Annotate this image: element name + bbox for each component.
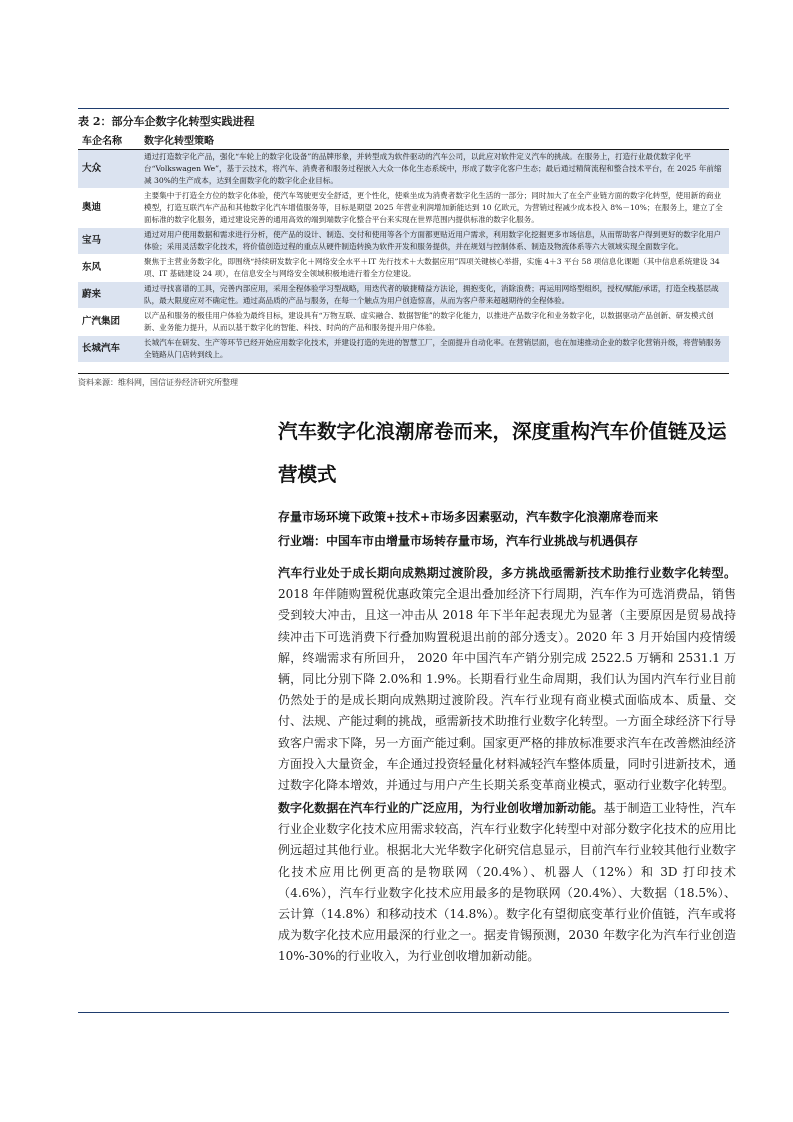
- strategy-text: 以产品和服务的极佳用户体验为最终目标，建设具有“万物互联、虚实融合、数据智能”的数字化能力，以推进产品数字化和业务数字化，以数据驱动产品创新、研发模式创新、业务能力提升，从而以基于数字化的智能、科技、时尚的产品和服务提升用户体验。: [140, 309, 729, 336]
- strategy-text: 聚焦于主营业务数字化，即围绕“持续研发数字化＋网络安全水平＋IT 先行技术＋大数据应用”四项关键核心举措，实施 4＋3 平台 58 项信息化课题（其中信息系统建设 34 项、IT 基础建设 24 项），在信息安全与网络安全领域积极地进行着全方位建设。: [140, 255, 729, 282]
- paragraph-2-body: 基于制造工业特性，汽车行业企业数字化技术应用需求较高，汽车行业数字化转型中对部分数字化技术的应用比例远超过其他行业。根据北大光华数字化研究信息显示，目前汽车行业较其他行业数字化技术应用比例更高的是物联网（20.4%）、机器人（12%）和 3D 打印技术（4.6%），汽车行业数字化技术应用最多的是物联网（20.4%）、大数据（18.5%）、云计算（14.8%）和移动技术（14.8%）。数字化有望彻底变革行业价值链，汽车或将成为数字化技术应用最深的行业之一。据麦肯锡预测，2030 年数字化为汽车行业创造 10%-30%的行业收入，为行业创收增加新动能。: [278, 801, 736, 964]
- table-row: [78, 336, 729, 363]
- table-source: 资料来源：维科网，国信证券经济研究所整理: [78, 378, 238, 387]
- subheading-2: 行业端：中国车市由增量市场转存量市场，汽车行业挑战与机遇俱存: [278, 534, 639, 548]
- table-caption: 表 2：部分车企数字化转型实践进程: [78, 115, 255, 128]
- company-name: 大众: [78, 150, 140, 189]
- header-strategy: 数字化转型策略: [140, 130, 729, 150]
- strategy-text: 主要集中于打造全方位的数字化体验，使汽车驾驶更安全舒适，更个性化，使乘坐成为消费者数字化生活的一部分；同时加大了在全产业链方面的数字化转型，使用新的商业模型，打造互联汽车产品和其他数字化汽车增值服务等，目标是期望 2025 年营业利润增加新能达到 10 亿欧元，为营销过程减少成本投入 8%－10%；在服务上，建立了全面标准的数字化服务，通过建设完善的通用高效的端到端数字化整合平台来实现在世界范围内提供标准的数字化服务。: [140, 189, 729, 228]
- company-name: 蔚来: [78, 282, 140, 309]
- table-row: [78, 228, 729, 255]
- strategy-text: 通过打造数字化产品，强化“车轮上的数字化设备”的品牌形象，并转型成为软件驱动的汽车公司，以此应对软件定义汽车的挑战。在服务上，打造行业最优数字化平台“Volkswagen We”，基于云技术，将汽车、消费者和服务过程嵌入大众一体化生态系统中，形成了数字化客户生态；最后通过精简流程和整合技术平台，在 2025 年前缩减 30%的生产成本，达到全面数字化的数字化企业目标。: [140, 150, 729, 189]
- paragraph-1-body: 2018 年伴随购置税优惠政策完全退出叠加经济下行周期，汽车作为可选消费品，销售受到较大冲击，且这一冲击从 2018 年下半年起表现尤为显著（主要原因是贸易战持续冲击下可选消费下行叠加购置税退出前的部分透支）。2020 年 3 月开始国内疫情缓解，终端需求有所回升， 2020 年中国汽车产销分别完成 2522.5 万辆和 2531.1 万辆，同比分别下降 2.0%和 1.9%。长期看行业生命周期，我们认为国内汽车行业目前仍然处于的是成长期向成熟期过渡阶段。汽车行业现有商业模式面临成本、质量、交付、法规、产能过剩的挑战，亟需新技术助推行业数字化转型。一方面全球经济下行导致客户需求下降，另一方面产能过剩。国家更严格的排放标准要求汽车在改善燃油经济方面投入大量资金，车企通过投资轻量化材料减轻汽车整体质量，同时引进新技术，通过数字化降本增效，并通过与用户产生长期关系变革商业模式，驱动行业数字化转型。: [278, 587, 736, 793]
- carmaker-digital-table: [78, 130, 729, 363]
- table-header-row: [78, 130, 729, 150]
- strategy-text: 通过对用户使用数据和需求进行分析，使产品的设计、制造、交付和使用等各个方面都更贴近用户需求，利用数字化挖掘更多市场信息，从而帮助客户得到更好的数字化用户体验；采用灵活数字化技术，将价值创造过程的重点从硬件制造转换为软件开发和服务提供，并在规划与控制体系、制造及物流体系等六大领域实现全面数字化。: [140, 228, 729, 255]
- table-row: [78, 282, 729, 309]
- company-name: 广汽集团: [78, 309, 140, 336]
- table-row: [78, 150, 729, 189]
- subheading-1: 存量市场环境下政策+技术+市场多因素驱动，汽车数字化浪潮席卷而来: [278, 510, 659, 524]
- top-rule: [78, 108, 729, 109]
- paragraph-1-lead: 汽车行业处于成长期向成熟期过渡阶段，多方挑战亟需新技术助推行业数字化转型。: [278, 566, 736, 580]
- company-name: 长城汽车: [78, 336, 140, 363]
- company-name: 东风: [78, 255, 140, 282]
- bottom-rule: [78, 1012, 729, 1013]
- strategy-text: 通过寻找喜谱的工具，完善内部应用，采用全程体验学习型战略，用迭代者的敏捷精益方法论，拥抱变化，消除浪费；再运用网络型组织，授权/赋能/承诺，打造全栈基层战队，最大限度应对不确定性。通过高品质的产品与服务，在每一个触点为用户创造惊喜，从而为客户带来超越期待的全程体验。: [140, 282, 729, 309]
- paragraph-2-lead: 数字化数据在汽车行业的广泛应用，为行业创收增加新动能。: [278, 801, 604, 815]
- section-heading-line1: 汽车数字化浪潮席卷而来，深度重构汽车价值链及运: [278, 420, 727, 443]
- paragraph-1: [278, 563, 736, 796]
- table-row: [78, 189, 729, 228]
- company-name: 奥迪: [78, 189, 140, 228]
- section-heading-line2: 营模式: [278, 463, 337, 486]
- table-row: [78, 309, 729, 336]
- company-name: 宝马: [78, 228, 140, 255]
- strategy-text: 长城汽车在研发、生产等环节已经开始应用数字化技术，并建设打造的先进的智慧工厂，全面提升自动化率。在营销层面，也在加速推动企业的数字化营销升级，将营销服务全链路从门店转到线上。: [140, 336, 729, 363]
- table-row: [78, 255, 729, 282]
- table-bottom-rule: [78, 373, 729, 374]
- paragraph-2: [278, 798, 736, 968]
- header-company: 车企名称: [78, 130, 140, 150]
